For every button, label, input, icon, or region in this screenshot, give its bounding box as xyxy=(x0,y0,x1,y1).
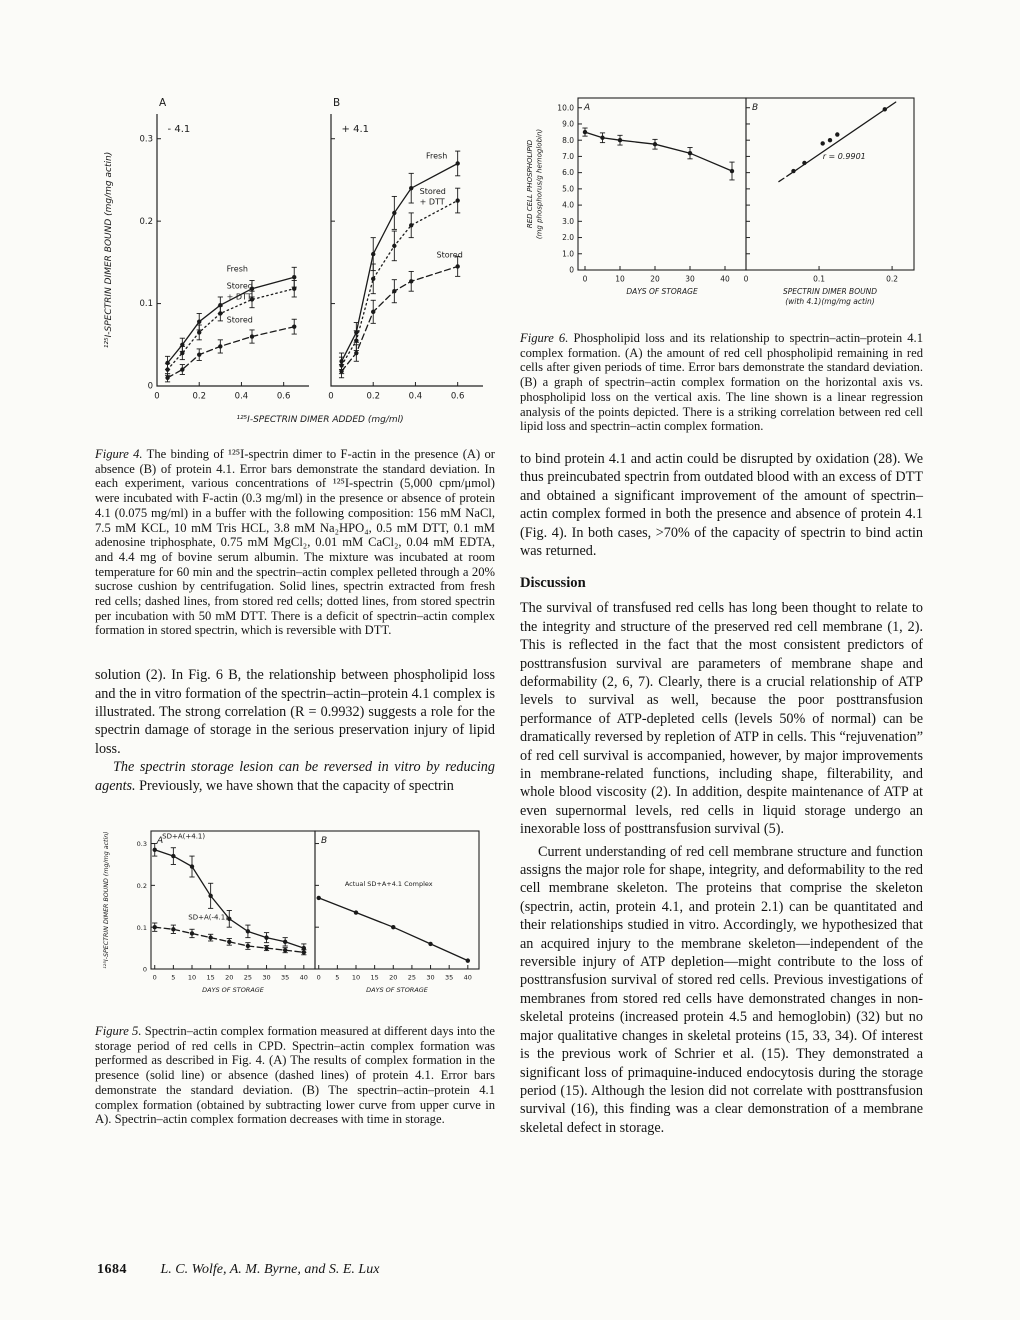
svg-text:0.4: 0.4 xyxy=(234,391,249,402)
figure6-caption-label: Figure 6. xyxy=(520,331,569,345)
svg-text:20: 20 xyxy=(225,973,234,982)
svg-text:A: A xyxy=(157,835,164,846)
svg-text:Stored: Stored xyxy=(436,250,463,260)
svg-text:Stored: Stored xyxy=(419,186,446,196)
svg-text:0.1: 0.1 xyxy=(139,299,153,310)
svg-text:10: 10 xyxy=(351,973,361,982)
svg-text:Stored: Stored xyxy=(226,315,253,325)
svg-text:30: 30 xyxy=(262,973,271,982)
svg-text:40: 40 xyxy=(720,274,730,284)
svg-text:+ 4.1: + 4.1 xyxy=(341,124,370,136)
svg-text:Stored: Stored xyxy=(226,281,253,291)
left-column xyxy=(95,88,495,1127)
svg-text:0: 0 xyxy=(152,973,157,982)
svg-text:0.2: 0.2 xyxy=(886,274,899,284)
body-paragraph-solution: solution (2). In Fig. 6 B, the relationship between phospholipid loss and the in vitro formation of the spectrin–actin–protein 4.1 complex is illustrated. The strong correlation (R = 0.9932) suggests a role for the spectrin damage of storage in the serious preservation injury of lipid loss. xyxy=(95,667,495,757)
figure6-chart xyxy=(520,88,922,324)
svg-text:0: 0 xyxy=(582,274,588,284)
lesion-rest: Previously, we have shown that the capacity of spectrin xyxy=(135,777,454,794)
svg-text:5: 5 xyxy=(171,973,176,982)
figure-4 xyxy=(95,88,495,440)
svg-text:0: 0 xyxy=(743,274,749,284)
figure-5 xyxy=(95,821,495,1017)
svg-text:10: 10 xyxy=(615,274,625,284)
figure4-caption xyxy=(95,447,495,638)
svg-text:30: 30 xyxy=(685,274,695,284)
right-column xyxy=(520,88,923,1137)
svg-text:0.6: 0.6 xyxy=(276,391,291,402)
svg-text:- 4.1: - 4.1 xyxy=(167,124,191,136)
svg-text:(mg phosphorus/g hemoglobin): (mg phosphorus/g hemoglobin) xyxy=(535,128,544,240)
figure4-caption-text: The binding of ¹²⁵I-spectrin dimer to F-actin in the presence (A) or absence (B) of protein 4.1. Error bars demonstrate the standard deviation. In each experiment, various concentrations of ¹²⁵I-spectrin (5,000 cpm/μmol) were incubated with F-actin (0.3 mg/ml) in the presence or absence of protein 4.1 (0.075 mg/ml) in a buffer with the following composition: 156 mM NaCl, 7.5 mM KCL, 10 mM Tris HCL, 3.8 mM Na₂HPO₄, 0.5 mM DTT, 0.1 mM adenosine triphosphate, 0.75 mM MgCl₂, 0.01 mM CaCl₂, 0.04 mM EDTA, and 4.4 mg of bovine serum albumin. The mixture was incubated at room temperature for 60 min and the spectrin–actin complex pelleted through a 20% sucrose cushion by centrifugation. Solid lines, spectrin extracted from fresh red cells; dashed lines, from stored red cells; dotted lines, from stored spectrin per incubation with 50 mM DTT. There is a deficit of spectrin–actin complex formation in stored spectrin, which is reversible with DTT. xyxy=(95,447,495,638)
svg-text:35: 35 xyxy=(445,973,454,982)
svg-text:A: A xyxy=(584,103,591,113)
lesion-italic-lead: The spectrin storage lesion can be reversed in vitro by reducing agents. xyxy=(95,759,495,794)
svg-text:0: 0 xyxy=(316,973,321,982)
svg-text:SD+A(-4.1): SD+A(-4.1) xyxy=(188,913,228,922)
svg-text:A: A xyxy=(159,97,167,109)
svg-text:SPECTRIN DIMER BOUND: SPECTRIN DIMER BOUND xyxy=(783,287,877,296)
svg-text:r = 0.9901: r = 0.9901 xyxy=(822,151,866,161)
svg-text:0.2: 0.2 xyxy=(192,391,206,402)
svg-text:Fresh: Fresh xyxy=(226,264,248,274)
figure5-caption-label: Figure 5. xyxy=(95,1023,142,1038)
svg-text:5: 5 xyxy=(335,973,340,982)
svg-text:B: B xyxy=(321,835,328,846)
svg-text:10: 10 xyxy=(187,973,197,982)
svg-text:35: 35 xyxy=(281,973,290,982)
svg-text:20: 20 xyxy=(389,973,398,982)
figure5-caption xyxy=(95,1024,495,1127)
svg-text:0: 0 xyxy=(569,265,574,275)
page-footer xyxy=(97,1262,379,1278)
svg-text:DAYS OF STORAGE: DAYS OF STORAGE xyxy=(202,985,264,994)
svg-text:B: B xyxy=(333,97,341,109)
svg-text:Fresh: Fresh xyxy=(426,151,448,161)
svg-text:15: 15 xyxy=(370,973,379,982)
svg-text:¹²⁵I-SPECTRIN DIMER BOUND (mg/: ¹²⁵I-SPECTRIN DIMER BOUND (mg/mg actin) xyxy=(104,151,114,349)
svg-text:8.0: 8.0 xyxy=(562,135,574,145)
svg-text:0.1: 0.1 xyxy=(136,923,147,932)
svg-text:9.0: 9.0 xyxy=(562,119,574,129)
svg-text:+ DTT: + DTT xyxy=(226,292,252,302)
svg-text:DAYS OF STORAGE: DAYS OF STORAGE xyxy=(366,985,428,994)
figure4-caption-label: Figure 4. xyxy=(95,447,143,461)
svg-text:¹²⁵I-SPECTRIN DIMER BOUND (mg/: ¹²⁵I-SPECTRIN DIMER BOUND (mg/mg actin) xyxy=(103,831,110,969)
figure6-caption-text: Phospholipid loss and its relationship to spectrin–actin–protein 4.1 complex formation. (A) the amount of red cell phospholipid remaining in red cells after given periods of time. Error bars demonstrate the standard deviation. (B) a graph of spectrin–actin complex formation on the horizontal axis vs. phospholipid loss on the vertical axis. The line shown is a linear regression analysis of the points depicted. There is a striking correlation between red cell lipid loss and spectrin–actin complex formation. xyxy=(520,331,924,434)
svg-text:0.2: 0.2 xyxy=(366,391,380,402)
discussion-paragraph-1: The survival of transfused red cells has long been thought to relate to the integrity and structure of the preserved red cell membrane (1, 2). This is reflected in the fact that the most consistent predictors of posttransfusion survival are parameters of membrane shape and deformability (2, 6, 7). Clearly, there is a crucial relationship of ATP levels to survival as well, because the poor posttransfusion performance of ATP-depleted cells (levels 50% of normal) can be dramatically reversed by repletion of ATP in cells. This “rejuvenation” of red cell survival is accompanied, however, by major improvements in membrane-related functions, including shape, filterability, and whole blood viscosity (2). In addition, despite maintenance of ATP at even supernormal levels, red cells in liquid storage undergo an inexorable loss of posttransfusion survival (5). xyxy=(520,600,923,838)
page-number: 1684 xyxy=(97,1262,127,1277)
svg-text:0.2: 0.2 xyxy=(139,216,153,227)
body-paragraph-oxidation: to bind protein 4.1 and actin could be disrupted by oxidation (28). We thus preincubated spectrin from outdated blood with an excess of DTT and obtained a significant improvement of the amount of spectrin–actin complex formed in both the presence and absence of protein 4.1 (Fig. 4). In both cases, >70% of the capacity of spectrin to bind actin was returned. xyxy=(520,450,923,559)
body-paragraph-lesion xyxy=(95,758,495,795)
svg-text:6.0: 6.0 xyxy=(562,168,574,178)
svg-text:25: 25 xyxy=(407,973,417,982)
svg-text:1.0: 1.0 xyxy=(562,249,574,259)
svg-text:20: 20 xyxy=(650,274,660,284)
svg-text:0.1: 0.1 xyxy=(813,274,826,284)
svg-text:SD+A(+4.1): SD+A(+4.1) xyxy=(162,832,206,841)
discussion-paragraph-2: Current understanding of red cell membrane structure and function assigns the major role for shape, integrity, and deformability to the red cell membrane skeleton. The proteins that comprise the skeleton (spectrin, actin, protein 4.1, and protein 2.1) can be quantitated and their relationships studied in vitro. Accordingly, we hypothesized that an acquired injury to the membrane skeleton—independent of the reversible injury of ATP depletion—might contribute to the loss of posttransfusion survival of stored red cells. Previous investigations of membranes from stored red cells have demonstrated changes in non-skeletal proteins (increased protein 4.5 and hemoglobin) (32) but no major qualitative changes in skeletal proteins (15, 33, 34). Of interest is the previous work of Schrier et al. (15). They demonstrated a significant loss of primaquine-induced endocytosis during the storage period (15). Although the lesion did not correlate with posttransfusion survival (16), this finding was a clear demonstration of a membrane skeletal defect in storage. xyxy=(520,843,923,1136)
svg-text:0.4: 0.4 xyxy=(408,391,423,402)
figure6-caption xyxy=(520,331,923,434)
svg-text:0: 0 xyxy=(147,381,153,392)
svg-text:25: 25 xyxy=(243,973,253,982)
svg-text:30: 30 xyxy=(426,973,435,982)
svg-text:B: B xyxy=(752,103,759,113)
svg-text:40: 40 xyxy=(463,973,472,982)
svg-text:RED CELL PHOSPHOLIPID: RED CELL PHOSPHOLIPID xyxy=(526,139,534,229)
svg-text:15: 15 xyxy=(206,973,215,982)
running-authors: L. C. Wolfe, A. M. Byrne, and S. E. Lux xyxy=(160,1262,380,1277)
svg-text:0: 0 xyxy=(154,391,160,402)
svg-text:10.0: 10.0 xyxy=(557,103,574,113)
svg-text:(with 4.1)(mg/mg actin): (with 4.1)(mg/mg actin) xyxy=(785,297,875,306)
figure-6 xyxy=(520,88,923,324)
figure5-caption-text: Spectrin–actin complex formation measured at different days into the storage period of red cells in CPD. Spectrin–actin complex formation was performed as described in Fig. 4. (A) The results of complex formation in the presence (solid line) or absence (dashed lines) of protein 4.1. Error bars demonstrate the standard deviation. (B) The spectrin–actin–protein 4.1 complex formation (obtained by subtracting lower curve from upper curve in A). Spectrin–actin complex formation decreases with time in storage. xyxy=(95,1023,495,1127)
svg-text:5.0: 5.0 xyxy=(562,184,574,194)
svg-text:+ DTT: + DTT xyxy=(419,197,445,207)
svg-text:2.0: 2.0 xyxy=(562,233,574,243)
svg-text:0.2: 0.2 xyxy=(136,881,147,890)
svg-text:Actual SD+A+4.1 Complex: Actual SD+A+4.1 Complex xyxy=(344,880,433,889)
svg-text:3.0: 3.0 xyxy=(562,216,574,226)
svg-text:¹²⁵I-SPECTRIN DIMER ADDED (mg/: ¹²⁵I-SPECTRIN DIMER ADDED (mg/ml) xyxy=(236,415,404,425)
svg-text:0: 0 xyxy=(328,391,334,402)
discussion-heading: Discussion xyxy=(520,575,586,592)
svg-text:0: 0 xyxy=(142,965,147,974)
svg-text:0.3: 0.3 xyxy=(139,134,153,145)
figure4-chart xyxy=(95,88,495,440)
svg-text:7.0: 7.0 xyxy=(562,152,574,162)
svg-text:0.3: 0.3 xyxy=(136,840,147,849)
svg-text:4.0: 4.0 xyxy=(562,200,574,210)
figure5-chart xyxy=(95,821,495,1017)
svg-text:DAYS OF STORAGE: DAYS OF STORAGE xyxy=(626,287,698,296)
svg-text:0.6: 0.6 xyxy=(450,391,465,402)
svg-text:40: 40 xyxy=(299,973,308,982)
